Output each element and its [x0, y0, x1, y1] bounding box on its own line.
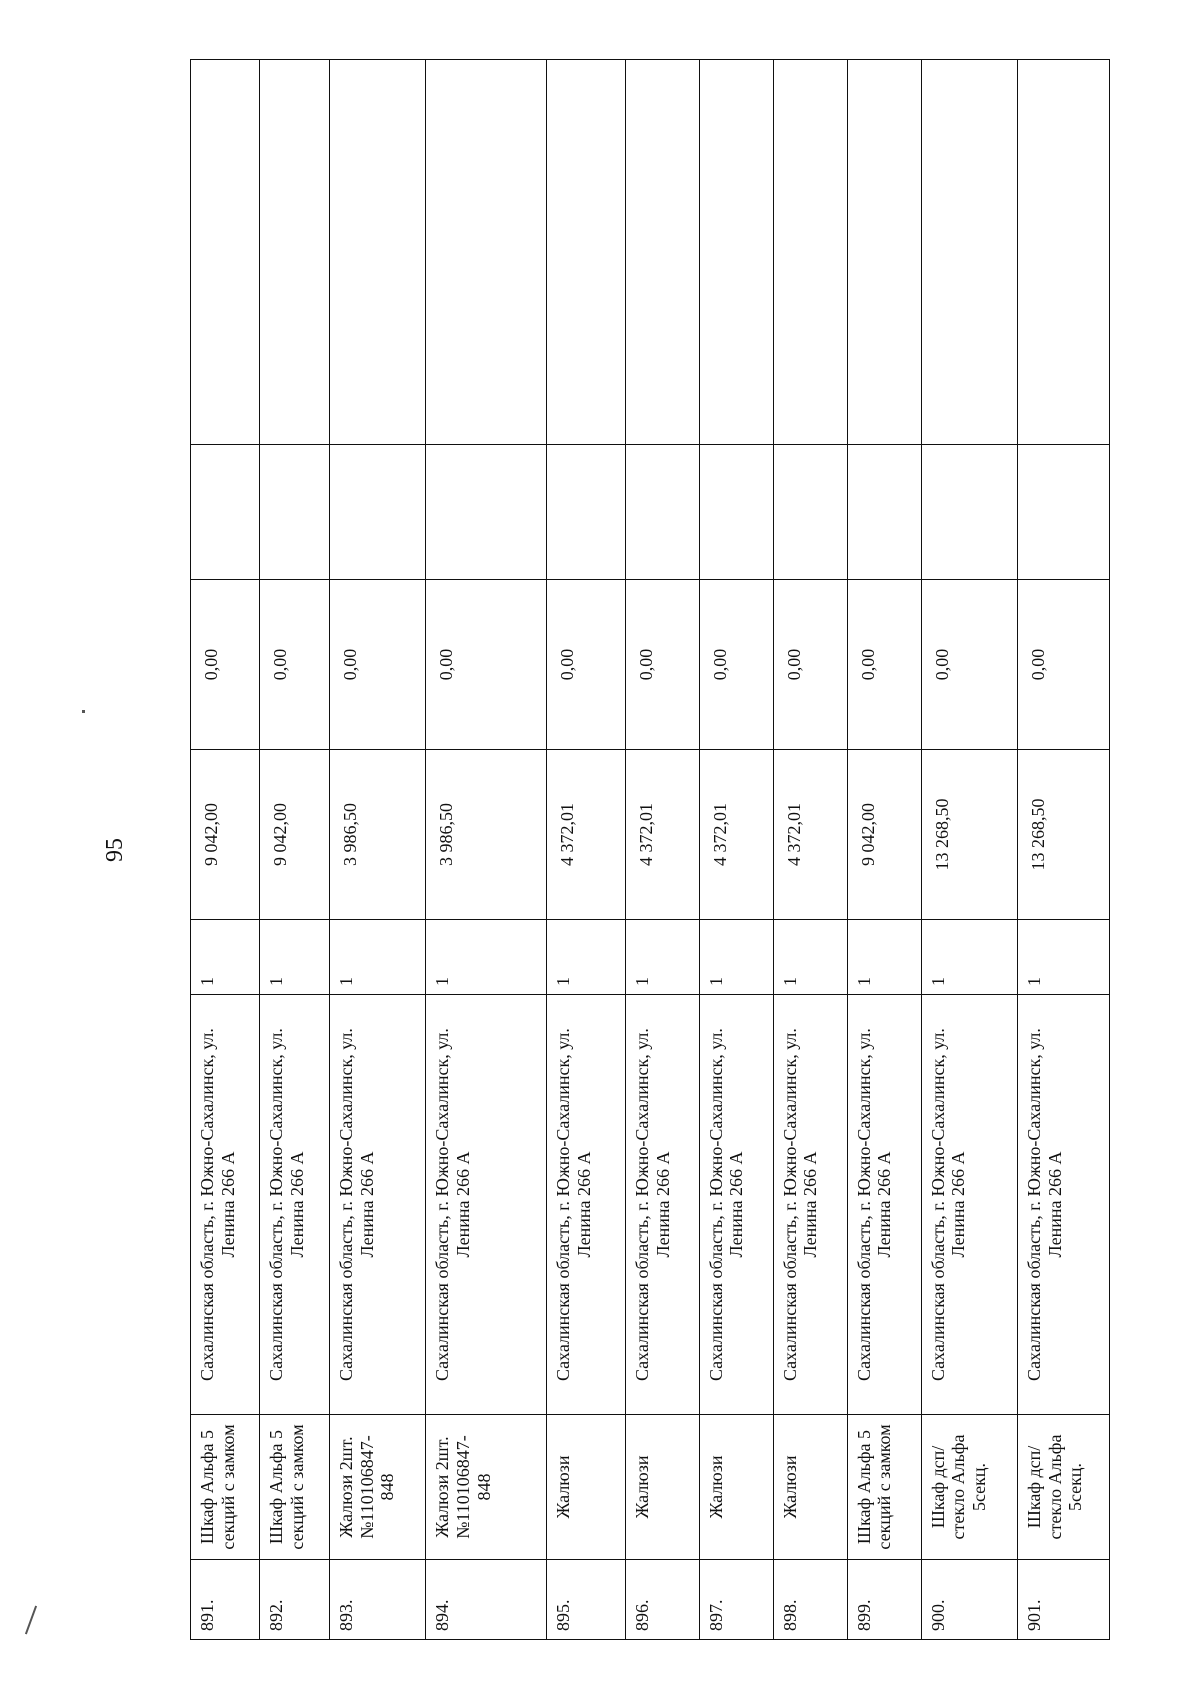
item-quantity: 1 — [329, 920, 425, 995]
empty-cell — [547, 445, 625, 580]
item-quantity: 1 — [1018, 920, 1110, 995]
item-residual-value: 0,00 — [699, 580, 773, 750]
item-address: Сахалинская область, г. Южно-Сахалинск, ул. Ленина 266 А — [699, 995, 773, 1415]
item-address: Сахалинская область, г. Южно-Сахалинск, ул. Ленина 266 А — [426, 995, 547, 1415]
row-number: 894. — [426, 1560, 547, 1640]
item-residual-value: 0,00 — [547, 580, 625, 750]
item-book-value: 9 042,00 — [260, 750, 329, 920]
item-book-value: 4 372,01 — [547, 750, 625, 920]
table-row — [191, 60, 260, 1640]
item-name: Жалюзи — [773, 1415, 847, 1560]
item-name: Шкаф дсп/стекло Альфа 5секц. — [921, 1415, 1017, 1560]
item-book-value: 4 372,01 — [699, 750, 773, 920]
table-row — [1018, 60, 1110, 1640]
table-row — [921, 60, 1017, 1640]
item-name: Шкаф дсп/стекло Альфа 5секц. — [1018, 1415, 1110, 1560]
item-book-value: 4 372,01 — [773, 750, 847, 920]
item-address: Сахалинская область, г. Южно-Сахалинск, ул. Ленина 266 А — [921, 995, 1017, 1415]
empty-cell — [260, 60, 329, 445]
item-address: Сахалинская область, г. Южно-Сахалинск, ул. Ленина 266 А — [547, 995, 625, 1415]
item-name: Жалюзи — [625, 1415, 699, 1560]
item-name: Жалюзи — [547, 1415, 625, 1560]
empty-cell — [329, 60, 425, 445]
item-book-value: 4 372,01 — [625, 750, 699, 920]
empty-cell — [773, 445, 847, 580]
item-book-value: 3 986,50 — [329, 750, 425, 920]
row-number: 901. — [1018, 1560, 1110, 1640]
item-quantity: 1 — [191, 920, 260, 995]
item-quantity: 1 — [773, 920, 847, 995]
empty-cell — [1018, 60, 1110, 445]
empty-cell — [625, 60, 699, 445]
table-row — [329, 60, 425, 1640]
item-address: Сахалинская область, г. Южно-Сахалинск, ул. Ленина 266 А — [329, 995, 425, 1415]
item-residual-value: 0,00 — [921, 580, 1017, 750]
item-name: Жалюзи — [699, 1415, 773, 1560]
row-number: 893. — [329, 1560, 425, 1640]
empty-cell — [699, 445, 773, 580]
item-book-value: 3 986,50 — [426, 750, 547, 920]
row-number: 895. — [547, 1560, 625, 1640]
row-number: 891. — [191, 1560, 260, 1640]
item-residual-value: 0,00 — [847, 580, 921, 750]
item-name: Шкаф Альфа 5 секций с замком — [847, 1415, 921, 1560]
inventory-table-rotated — [190, 60, 1110, 1640]
item-name: Шкаф Альфа 5 секций с замком — [260, 1415, 329, 1560]
scan-mark — [25, 1606, 37, 1635]
empty-cell — [699, 60, 773, 445]
item-quantity: 1 — [547, 920, 625, 995]
item-quantity: 1 — [426, 920, 547, 995]
row-number: 892. — [260, 1560, 329, 1640]
item-address: Сахалинская область, г. Южно-Сахалинск, ул. Ленина 266 А — [1018, 995, 1110, 1415]
item-book-value: 9 042,00 — [191, 750, 260, 920]
item-residual-value: 0,00 — [191, 580, 260, 750]
empty-cell — [547, 60, 625, 445]
item-residual-value: 0,00 — [773, 580, 847, 750]
item-address: Сахалинская область, г. Южно-Сахалинск, ул. Ленина 266 А — [260, 995, 329, 1415]
item-address: Сахалинская область, г. Южно-Сахалинск, ул. Ленина 266 А — [847, 995, 921, 1415]
item-residual-value: 0,00 — [260, 580, 329, 750]
scan-mark — [82, 710, 85, 713]
table-row — [260, 60, 329, 1640]
table-row — [547, 60, 625, 1640]
item-quantity: 1 — [921, 920, 1017, 995]
item-book-value: 9 042,00 — [847, 750, 921, 920]
item-quantity: 1 — [260, 920, 329, 995]
item-address: Сахалинская область, г. Южно-Сахалинск, ул. Ленина 266 А — [191, 995, 260, 1415]
table-row — [773, 60, 847, 1640]
item-book-value: 13 268,50 — [1018, 750, 1110, 920]
empty-cell — [426, 60, 547, 445]
table-row — [625, 60, 699, 1640]
empty-cell — [426, 445, 547, 580]
empty-cell — [921, 445, 1017, 580]
empty-cell — [847, 445, 921, 580]
empty-cell — [1018, 445, 1110, 580]
empty-cell — [329, 445, 425, 580]
inventory-table — [190, 59, 1110, 1640]
item-name: Жалюзи 2шт.№110106847-848 — [426, 1415, 547, 1560]
empty-cell — [260, 445, 329, 580]
table-row — [426, 60, 547, 1640]
row-number: 898. — [773, 1560, 847, 1640]
item-name: Жалюзи 2шт.№110106847-848 — [329, 1415, 425, 1560]
table-row — [847, 60, 921, 1640]
item-residual-value: 0,00 — [426, 580, 547, 750]
empty-cell — [191, 445, 260, 580]
item-quantity: 1 — [625, 920, 699, 995]
item-address: Сахалинская область, г. Южно-Сахалинск, ул. Ленина 266 А — [625, 995, 699, 1415]
item-name: Шкаф Альфа 5 секций с замком — [191, 1415, 260, 1560]
item-book-value: 13 268,50 — [921, 750, 1017, 920]
item-quantity: 1 — [699, 920, 773, 995]
item-quantity: 1 — [847, 920, 921, 995]
item-residual-value: 0,00 — [1018, 580, 1110, 750]
empty-cell — [921, 60, 1017, 445]
empty-cell — [625, 445, 699, 580]
empty-cell — [773, 60, 847, 445]
empty-cell — [847, 60, 921, 445]
table-row — [699, 60, 773, 1640]
row-number: 900. — [921, 1560, 1017, 1640]
page-number: 95 — [102, 838, 128, 862]
item-residual-value: 0,00 — [329, 580, 425, 750]
table-body — [191, 60, 1110, 1640]
row-number: 896. — [625, 1560, 699, 1640]
item-residual-value: 0,00 — [625, 580, 699, 750]
row-number: 899. — [847, 1560, 921, 1640]
empty-cell — [191, 60, 260, 445]
row-number: 897. — [699, 1560, 773, 1640]
item-address: Сахалинская область, г. Южно-Сахалинск, ул. Ленина 266 А — [773, 995, 847, 1415]
